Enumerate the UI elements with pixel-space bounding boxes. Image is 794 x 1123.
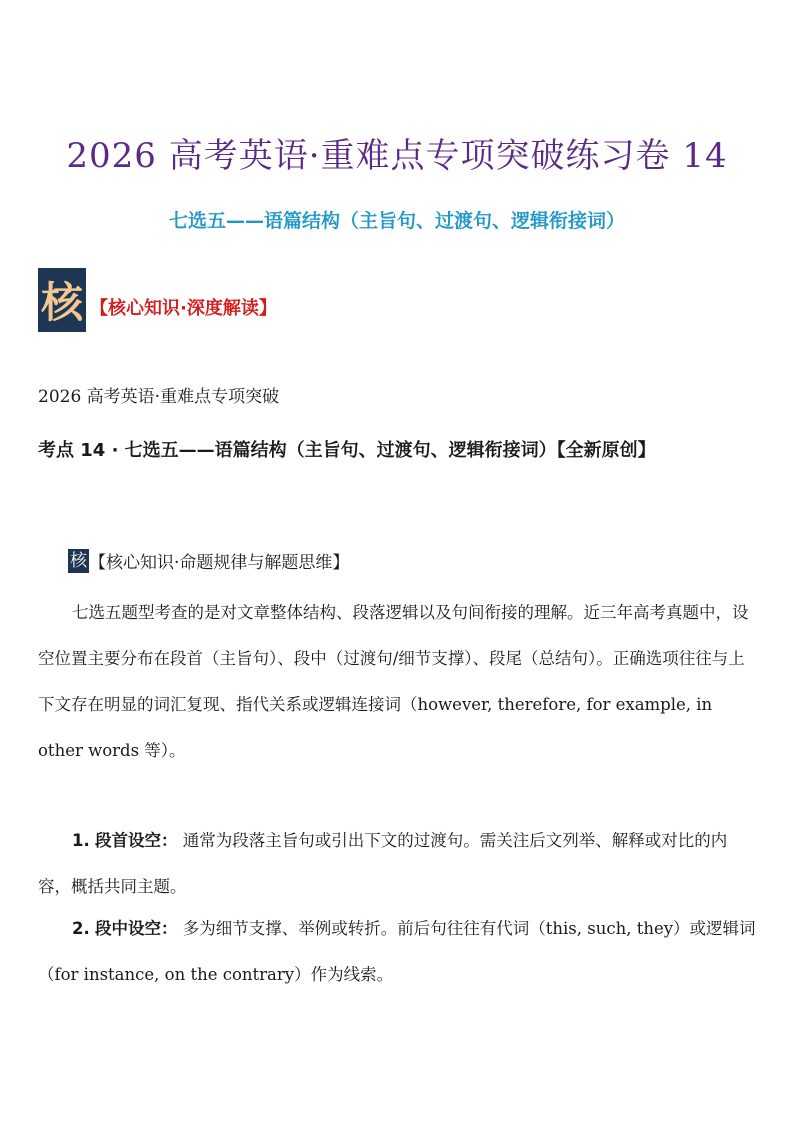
list-item xyxy=(38,818,760,910)
list-item xyxy=(38,906,760,998)
item-heading: 段首设空： xyxy=(95,831,178,850)
item-heading: 段中设空： xyxy=(95,919,178,938)
core-knowledge-heading xyxy=(38,268,277,332)
kaodian-heading: 考点 14 · 七选五——语篇结构（主旨句、过渡句、逻辑衔接词）【全新原创】 xyxy=(38,440,656,461)
core-badge: 核 xyxy=(38,268,86,332)
small-core-badge: 核 xyxy=(70,550,87,571)
document-title: 2026 高考英语·重难点专项突破练习卷 14 xyxy=(66,136,728,176)
item-text: 通常为段落主旨句或引出下文的过渡句。需关注后文列举、解释或对比的内容，概括共同主题。 xyxy=(38,831,728,896)
sub-heading-label: 【核心知识·命题规律与解题思维】 xyxy=(89,553,350,573)
intro-paragraph: 七选五题型考查的是对文章整体结构、段落逻辑以及句间衔接的理解。近三年高考真题中，设空位置主要分布在段首（主旨句）、段中（过渡句/细节支撑）、段尾（总结句）。正确选项往往与上下文存在明显的词汇复现、指代关系或逻辑连接词（however, therefore, for example, in other words 等）。 xyxy=(38,603,749,760)
item-text: 多为细节支撑、举例或转折。前后句往往有代词（this, such, they）或逻辑词（for instance, on the contrary）作为线索。 xyxy=(38,919,756,984)
series-line: 2026 高考英语·重难点专项突破 xyxy=(38,387,280,407)
document-subtitle: 七选五——语篇结构（主旨句、过渡句、逻辑衔接词） xyxy=(168,210,625,232)
sub-heading xyxy=(68,548,349,573)
item-number: 1. xyxy=(72,831,90,850)
item-number: 2. xyxy=(72,919,90,938)
core-heading-label: 【核心知识·深度解读】 xyxy=(90,298,277,319)
